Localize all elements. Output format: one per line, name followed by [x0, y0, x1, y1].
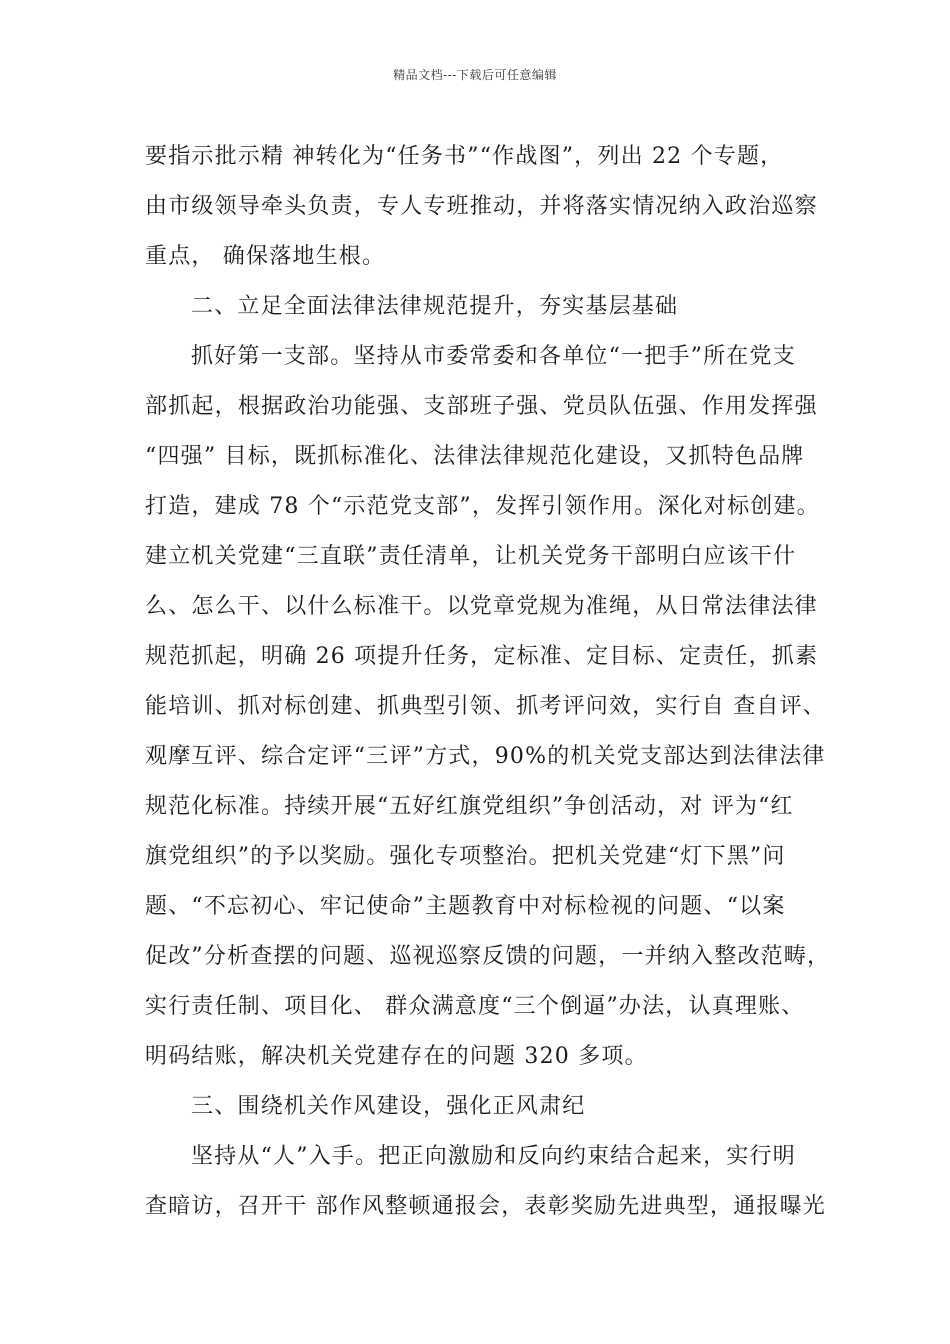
- text-line: 观摩互评、综合定评“三评”方式，90%的机关党支部达到法律法律: [145, 744, 826, 769]
- section-heading: 三、围绕机关作风建设，强化正风肃纪: [191, 1094, 586, 1119]
- text-line: 题、“不忘初心、牢记使命”主题教育中对标检视的问题、“以案: [145, 894, 786, 919]
- text-line: 能培训、抓对标创建、抓典型引领、抓考评问效，实行自 查自评、: [145, 694, 826, 719]
- text-line: 重点， 确保落地生根。: [145, 244, 386, 269]
- page-header: 精品文档---下载后可任意编辑: [393, 68, 557, 82]
- text-line: “四强” 目标，既抓标准化、法律法律规范化建设，又抓特色品牌: [145, 444, 805, 469]
- text-line: 建立机关党建“三直联”责任清单，让机关党务干部明白应该干什: [145, 544, 797, 569]
- text-line: 实行责任制、项目化、 群众满意度“三个倒逼”办法，认真理账、: [145, 994, 805, 1019]
- text-line: 由市级领导牵头负责，专人专班推动，并将落实情况纳入政治巡察: [145, 194, 818, 219]
- text-line: 旗党组织”的予以奖励。强化专项整治。把机关党建“灯下黑”问: [145, 844, 786, 869]
- text-line: 打造，建成 78 个“示范党支部”，发挥引领作用。深化对标创建。: [145, 494, 820, 519]
- text-line: 规范化标准。持续开展“五好红旗党组织”争创活动，对 评为“红: [145, 794, 794, 819]
- text-line: 查暗访，召开干 部作风整顿通报会，表彰奖励先进典型，通报曝光: [145, 1194, 826, 1219]
- text-line: 明码结账，解决机关党建存在的问题 320 多项。: [145, 1044, 648, 1069]
- text-line: 促改”分析查摆的问题、巡视巡察反馈的问题，一并纳入整改范畴，: [145, 944, 831, 969]
- text-line: 坚持从“人”入手。把正向激励和反向约束结合起来，实行明: [191, 1144, 796, 1169]
- text-line: 规范抓起，明确 26 项提升任务，定标准、定目标、定责任，抓素: [145, 644, 819, 669]
- text-line: 要指示批示精 神转化为“任务书”“作战图”，列出 22 个专题，: [145, 144, 784, 169]
- section-heading: 二、立足全面法律法律规范提升，夯实基层基础: [191, 294, 679, 319]
- text-line: 抓好第一支部。坚持从市委常委和各单位“一把手”所在党支: [191, 344, 796, 369]
- text-line: 么、怎么干、以什么标准干。以党章党规为准绳，从日常法律法律: [145, 594, 818, 619]
- text-line: 部抓起，根据政治功能强、支部班子强、党员队伍强、作用发挥强: [145, 394, 818, 419]
- document-body: [145, 132, 831, 1232]
